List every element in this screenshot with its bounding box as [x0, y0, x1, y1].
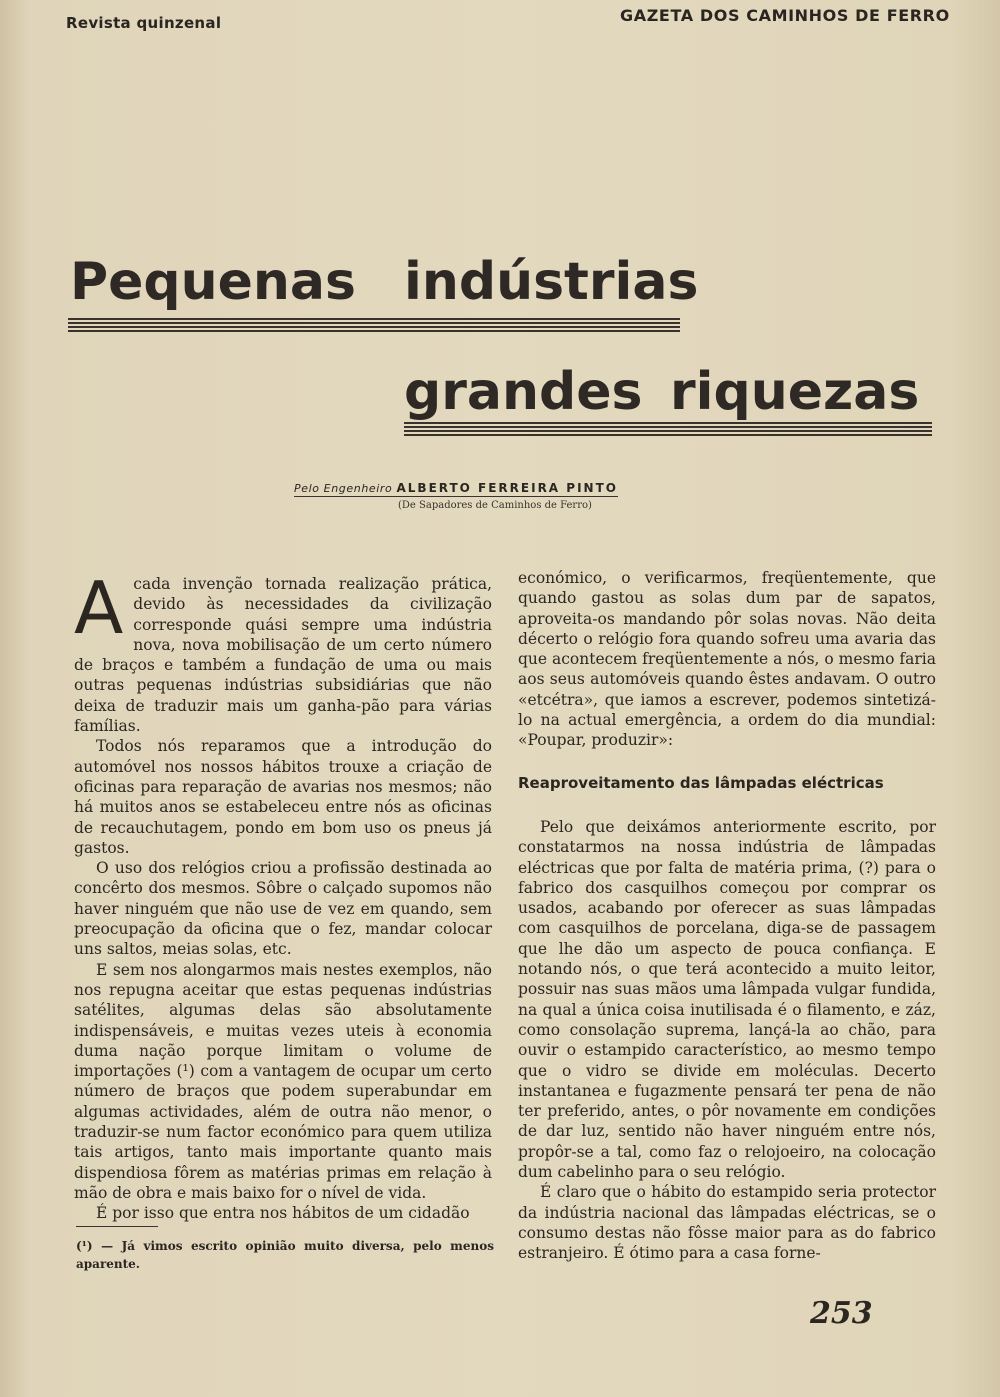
article-title-line-1: [70, 252, 699, 312]
paragraph: Pelo que deixámos anteriormente escrito, por constatarmos na nossa indústria de lâmpadas eléctricas que por falta de matéria prima, (?) para o fabrico dos casquilhos começou por comprar os usados, acabando por oferecer as suas lâmpadas com casquilhos de porcelana, diga-se de passagem que lhe dão um aspecto de pouca confiança. E notando nós, o que terá acontecido a muito leitor, possuir nas suas mãos uma lâmpada vulgar fundida, na qual a única coisa inutilisada é o filamento, e záz, como consolação suprema, lançá-la ao chão, para ouvir o estampido característico, ao mesmo tempo que o vidro se divide em moléculas. Decerto instantanea e fugazmente pensará ter pena de não ter preferido, antes, o pôr novamente em condições de dar luz, sentido não haver ninguém entre nós, propôr-se a tal, como faz o relojoeiro, na colocação dum cabelinho para o seu relógio.: [518, 817, 936, 1182]
title-word-pequenas: Pequenas: [70, 252, 356, 312]
page-number: 253: [810, 1296, 873, 1331]
title-word-grandes: grandes: [404, 362, 643, 422]
title-rule-2: [404, 422, 932, 436]
article-title-line-2: [404, 362, 920, 422]
paragraph: É por isso que entra nos hábitos de um cidadão: [96, 1204, 470, 1223]
header-magazine-title: GAZETA DOS CAMINHOS DE FERRO: [620, 6, 950, 25]
byline-author: ALBERTO FERREIRA PINTO: [396, 481, 618, 495]
author-affiliation: (De Sapadores de Caminhos de Ferro): [398, 500, 592, 511]
header-publication-frequency: Revista quinzenal: [66, 14, 222, 32]
article-column-left: [74, 566, 492, 1224]
title-word-riquezas: riquezas: [670, 362, 920, 422]
title-rule-1: [68, 318, 680, 332]
byline-prefix: Pelo Engenheiro: [294, 482, 393, 495]
article-column-right: [518, 568, 936, 1264]
footnote: (¹) — Já vimos escrito opinião muito diversa, pelo menos aparente.: [76, 1239, 494, 1271]
paragraph: E sem nos alongarmos mais nestes exemplos, não nos repugna aceitar que estas pequenas indústrias satélites, algumas delas são absolutamente indispensáveis, e muitas vezes uteis à economia duma nação porque limitam o volume de importações (¹) com a vantagem de ocupar um certo número de braços que podem superabundar em algumas actividades, além de outra não menor, o traduzir-se num factor económico para quem utiliza tais artigos, tanto mais importante quanto mais dispendiosa fôrem as matérias primas em relação à mão de obra e mais baixo for o nível de vida.: [74, 960, 492, 1202]
paragraph: Todos nós reparamos que a introdução do automóvel nos nossos hábitos trouxe a criação de oficinas para reparação de avarias nos mesmos; não há muitos anos se estabeleceu entre nós as oficinas de recauchutagem, pondo em bom uso os pneus já gastos.: [74, 737, 492, 857]
paragraph: [74, 566, 492, 736]
paragraph: É claro que o hábito do estampido seria protector da indústria nacional das lâmpadas eléctricas, se o consumo destas não fôsse maior para as do fabrico estranjeiro. É ótimo para a casa forne-: [518, 1183, 936, 1263]
paragraph-text: cada invenção tornada realização prática, devido às necessidades da civilização corresponde quási sempre uma indústria nova, nova mobilisação de um certo número de braços e também a fundação de uma ou mais outras pequenas indústrias subsidiárias que não deixa de traduzir mais um ganha-pão para várias famílias.: [74, 575, 492, 736]
byline: [294, 481, 618, 497]
paragraph: económico, o verificarmos, freqüentemente, que quando gastou as solas dum par de sapatos, aproveita-os mandando pôr solas novas. Não deita décerto o relógio fora quando sofreu uma avaria das que acontecem freqüentemente a nós, o mesmo faria aos seus automóveis quando êstes andavam. O outro «etcétra», que iamos a escrever, podemos sintetizá-lo na actual emergência, a ordem do dia mundial: «Poupar, produzir»:: [518, 569, 937, 750]
title-word-industrias: indústrias: [404, 252, 699, 312]
drop-cap: A: [74, 566, 124, 650]
section-subheading: Reaproveitamento das lâmpadas eléctricas: [518, 773, 884, 792]
paragraph: O uso dos relógios criou a profissão destinada ao concêrto dos mesmos. Sôbre o calçado supomos não haver ninguém que não use de vez em quando, sem preocupação da oficina que o fez, mandar colocar uns saltos, meias solas, etc.: [74, 859, 492, 959]
footnote-rule: [76, 1226, 158, 1227]
